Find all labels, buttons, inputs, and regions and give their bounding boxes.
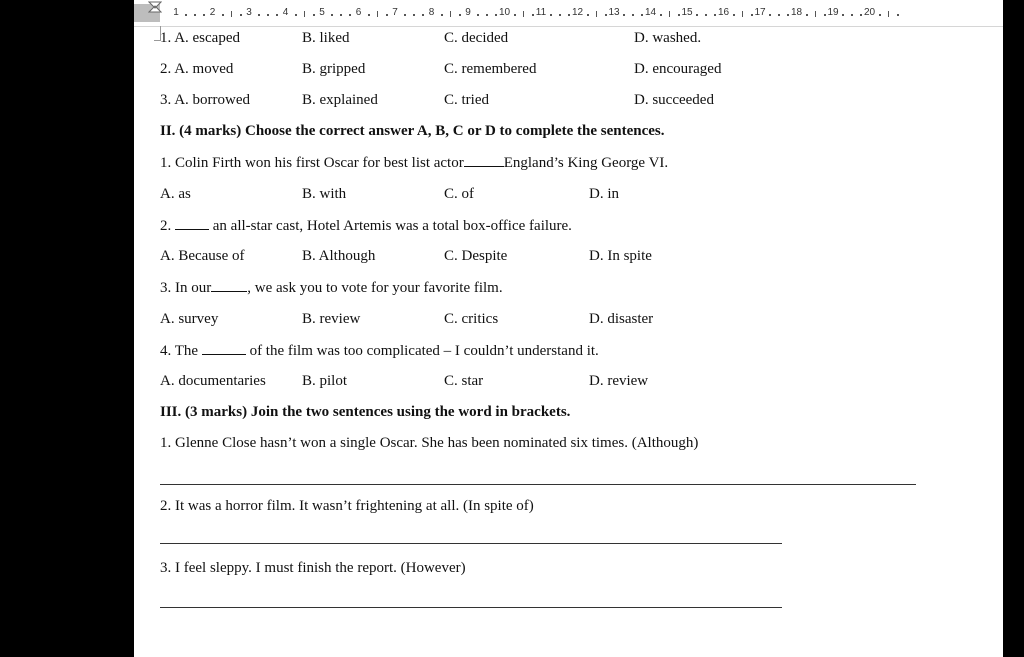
ruler-tick-label: 12 [571, 7, 584, 18]
ruler-tick-mark [222, 14, 224, 16]
ruler-tick-mark [258, 14, 260, 16]
ruler-tick-label: 9 [465, 7, 471, 18]
part2-question-3-after: , we ask you to vote for your favorite film. [247, 280, 503, 296]
answer-line-3[interactable] [160, 607, 782, 608]
part1-row-1-option-c: C. decided [444, 30, 509, 46]
ruler-tick-label: 14 [644, 7, 657, 18]
ruler-tick-mark [824, 14, 826, 16]
part1-row-2 [160, 61, 233, 78]
horizontal-ruler[interactable] [134, 0, 1003, 27]
ruler-tick-mark [842, 14, 844, 16]
ruler-tick-mark [295, 14, 297, 16]
part2-question-1-before: 1. Colin Firth won his first Oscar for best list actor [160, 155, 464, 171]
ruler-tick-mark [769, 14, 771, 16]
ruler-tick-mark [568, 14, 570, 16]
part1-row-1-option-b: B. liked [302, 30, 350, 46]
ruler-tick-mark [751, 14, 753, 16]
ruler-tick-label: 10 [498, 7, 511, 18]
ruler-tick-label: 3 [246, 7, 252, 18]
ruler-tick-mark [705, 14, 707, 16]
ruler-tick-label: 16 [717, 7, 730, 18]
part1-row-2-num: 2. [160, 61, 172, 77]
ruler-tick-mark [203, 14, 205, 16]
ruler-tick-mark [787, 14, 789, 16]
part2-q4-option-b: B. pilot [302, 373, 348, 389]
ruler-tick-mark [860, 14, 862, 16]
part2-q1-option-c: C. of [444, 186, 474, 202]
part3-item-1: 1. Glenne Close hasn’t won a single Oscar. She has been nominated six times. (Although) [160, 435, 699, 451]
ruler-tick-mark [623, 14, 625, 16]
ruler-tick-mark [486, 14, 488, 16]
part2-question-4-before: 4. The [160, 343, 202, 359]
part2-q3-option-a: A. survey [160, 311, 219, 327]
ruler-tick-label: 13 [608, 7, 620, 18]
ruler-tick-label: 8 [428, 7, 435, 18]
ruler-tick-mark [678, 14, 680, 16]
answer-line-2[interactable] [160, 543, 782, 544]
ruler-tick-mark [477, 14, 479, 16]
part2-q3-option-c: C. critics [444, 311, 499, 327]
ruler-tick-label: 1 [173, 7, 179, 18]
ruler-tick-mark [304, 11, 305, 17]
ruler-tick-label: 17 [754, 7, 766, 18]
part1-row-1-option-d: D. washed. [634, 30, 702, 46]
ruler-tick-mark [422, 14, 424, 16]
ruler-tick-mark [340, 14, 342, 16]
part2-q2-option-b: B. Although [302, 248, 376, 264]
part1-row-2-option-b: B. gripped [302, 61, 366, 77]
part1-row-1-option-a-text: A. escaped [174, 30, 240, 46]
ruler-tick-mark [550, 14, 552, 16]
part2-q2-option-d: D. In spite [589, 248, 652, 264]
ruler-tick-mark [587, 14, 589, 16]
part1-row-3-num: 3. [160, 92, 172, 108]
part2-q2-option-c: C. Despite [444, 248, 508, 264]
part1-row-2-option-c: C. remembered [444, 61, 537, 77]
ruler-tick-mark [386, 14, 388, 16]
ruler-tick-mark [450, 11, 451, 17]
ruler-tick-label: 6 [355, 7, 362, 18]
ruler-tick-mark [897, 14, 899, 16]
part2-q3-option-b: B. review [302, 311, 361, 327]
answer-blank[interactable] [175, 217, 209, 230]
part1-row-1-option-a: 1. [160, 30, 172, 46]
ruler-tick-mark [559, 14, 561, 16]
indent-marker-icon[interactable] [148, 1, 162, 13]
right-black-frame [1003, 0, 1024, 657]
part2-q1-option-d: D. in [589, 186, 619, 202]
part2-question-1 [160, 154, 668, 172]
ruler-tick-mark [194, 14, 196, 16]
ruler-tick-mark [733, 14, 735, 16]
ruler-tick-mark [714, 14, 716, 16]
left-black-frame [0, 0, 134, 657]
part2-question-4-after: of the film was too complicated – I couldn’t understand it. [245, 343, 599, 359]
ruler-tick-mark [331, 14, 333, 16]
ruler-tick-label: 7 [392, 7, 398, 18]
ruler-tick-mark [231, 11, 232, 17]
part2-question-1-after: England’s King George VI. [503, 155, 669, 171]
ruler-tick-mark [888, 11, 889, 17]
ruler-tick-mark [368, 14, 370, 16]
ruler-tick-mark [696, 14, 698, 16]
part2-q4-option-d: D. review [589, 373, 649, 389]
ruler-tick-mark [404, 14, 406, 16]
ruler-tick-mark [851, 14, 853, 16]
document-page [134, 0, 1003, 657]
ruler-tick-mark [660, 14, 662, 16]
ruler-tick-label: 18 [790, 7, 803, 18]
part3-item-2: 2. It was a horror film. It wasn’t frightening at all. (In spite of) [160, 498, 534, 514]
ruler-tick-mark [605, 14, 607, 16]
part1-row-3-option-a: A. borrowed [174, 92, 251, 108]
part2-heading: II. (4 marks) Choose the correct answer A, B, C or D to complete the sentences. [160, 123, 665, 139]
ruler-tick-mark [523, 11, 524, 17]
ruler-tick-mark [276, 14, 278, 16]
ruler-tick-mark [742, 11, 743, 17]
answer-blank[interactable] [211, 279, 247, 292]
part2-q4-option-c: C. star [444, 373, 484, 389]
part1-row-3-option-b: B. explained [302, 92, 378, 108]
part2-q4-option-a: A. documentaries [160, 373, 266, 389]
ruler-tick-mark [596, 11, 597, 17]
ruler-tick-label: 2 [209, 7, 216, 18]
ruler-tick-mark [377, 11, 378, 17]
ruler-tick-label: 4 [282, 7, 289, 18]
ruler-tick-mark [806, 14, 808, 16]
ruler-tick-mark [632, 14, 634, 16]
part3-item-3: 3. I feel sleppy. I must finish the report. (However) [160, 560, 466, 576]
ruler-tick-mark [495, 14, 497, 16]
ruler-tick-mark [413, 14, 415, 16]
answer-line-1[interactable] [160, 484, 916, 485]
ruler-tick-mark [459, 14, 461, 16]
part1-row-3 [160, 92, 250, 109]
part1-row-1 [160, 30, 240, 47]
ruler-tick-mark [313, 14, 315, 16]
part1-row-2-option-a: A. moved [174, 61, 234, 77]
ruler-tick-mark [441, 14, 443, 16]
ruler-tick-mark [641, 14, 643, 16]
ruler-tick-mark [240, 14, 242, 16]
ruler-tick-label: 15 [681, 7, 693, 18]
ruler-tick-mark [349, 14, 351, 16]
part2-question-3-before: 3. In our [160, 280, 212, 296]
ruler-tick-label: 5 [319, 7, 325, 18]
part2-question-2 [160, 217, 572, 235]
ruler-tick-mark [669, 11, 670, 17]
part2-q1-option-b: B. with [302, 186, 347, 202]
ruler-tick-mark [532, 14, 534, 16]
ruler-tick-mark [514, 14, 516, 16]
part2-question-2-after: an all-star cast, Hotel Artemis was a total box-office failure. [209, 218, 572, 234]
part1-row-3-option-c: C. tried [444, 92, 489, 108]
part2-q2-option-a: A. Because of [160, 248, 245, 264]
part3-heading: III. (3 marks) Join the two sentences using the word in brackets. [160, 404, 571, 420]
answer-blank[interactable] [464, 154, 504, 167]
part1-row-2-option-d: D. encouraged [634, 61, 722, 77]
part2-q3-option-d: D. disaster [589, 311, 654, 327]
ruler-tick-label: 19 [827, 7, 839, 18]
part2-question-2-before: 2. [160, 218, 175, 234]
part2-q1-option-a: A. as [160, 186, 191, 202]
part2-question-4 [160, 342, 599, 360]
ruler-tick-mark [267, 14, 269, 16]
answer-blank[interactable] [202, 342, 246, 355]
part2-question-3 [160, 279, 503, 297]
ruler-tick-mark [185, 14, 187, 16]
part1-row-3-option-d: D. succeeded [634, 92, 714, 108]
ruler-tick-mark [778, 14, 780, 16]
ruler-tick-label: 11 [535, 7, 547, 18]
ruler-tick-mark [879, 14, 881, 16]
ruler-tick-mark [815, 11, 816, 17]
ruler-tick-label: 20 [863, 7, 876, 18]
